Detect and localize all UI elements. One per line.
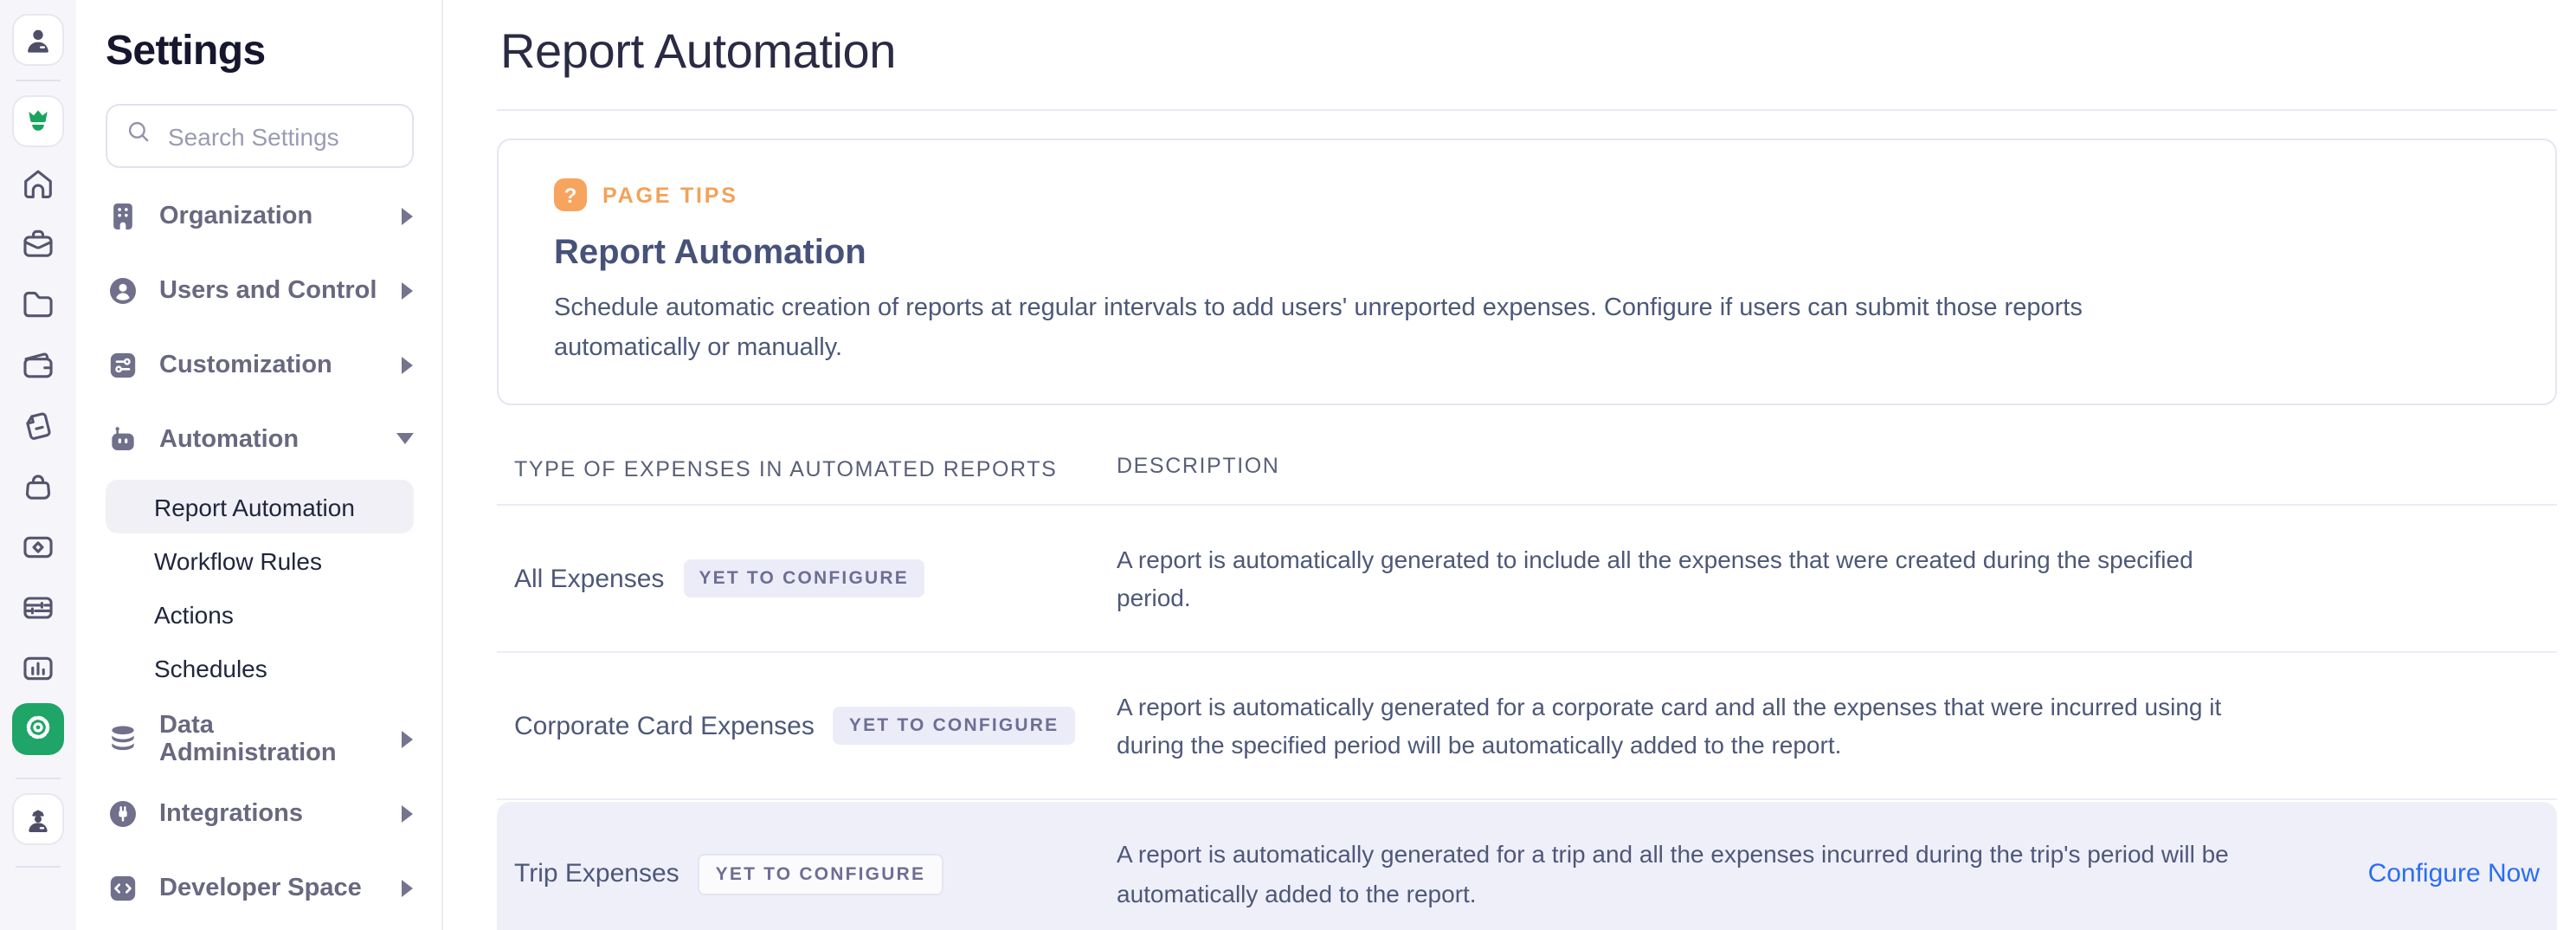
row-description: A report is automatically generated for a corporate card and all the expenses that were incurred using it during the specified period will be automatically added to the report.: [1117, 692, 2222, 759]
sidebar-item-label: Automation: [159, 425, 299, 453]
page-tips-heading: Report Automation: [554, 234, 866, 272]
sidebar-item-integrations[interactable]: [106, 776, 414, 850]
rail-divider: [16, 778, 61, 779]
automation-types-table: [497, 405, 2557, 930]
main-content: [443, 0, 2576, 930]
sidebar-item-customization[interactable]: [106, 327, 414, 402]
sidebar-item-data-administration[interactable]: [106, 701, 414, 776]
chevron-right-icon: [402, 730, 414, 747]
column-header-type: TYPE OF EXPENSES IN AUTOMATED REPORTS: [514, 457, 1058, 481]
sidebar-item-label: Data Administration: [159, 711, 337, 766]
users-icon: [106, 273, 140, 307]
sidebar-item-label: Users and Control: [159, 276, 377, 304]
receipt-icon: [19, 407, 57, 445]
settings-nav: [106, 178, 414, 925]
sidebar-item-actions[interactable]: Actions: [154, 600, 234, 628]
settings-nav-button[interactable]: [12, 703, 64, 755]
sidebar-item-organization[interactable]: [106, 178, 414, 253]
icon-rail: [0, 0, 76, 930]
analytics-nav-button[interactable]: [19, 649, 57, 688]
sidebar-item-label: Organization: [159, 202, 313, 229]
plug-icon: [106, 796, 140, 830]
rail-divider: [16, 80, 61, 81]
page-title: Report Automation: [500, 24, 897, 78]
database-icon: [106, 721, 140, 756]
column-header-description: DESCRIPTION: [1117, 454, 1280, 478]
sidebar-item-label: Integrations: [159, 799, 303, 827]
table-row-trip-expenses[interactable]: [497, 802, 2557, 930]
building-icon: [106, 198, 140, 233]
sidebar-item-label: Customization: [159, 351, 332, 378]
title-divider: [497, 109, 2557, 111]
page-tips-badge: PAGE TIPS: [602, 183, 738, 207]
row-description: A report is automatically generated to include all the expenses that were created during the specified period.: [1117, 545, 2193, 611]
rail-nav: [19, 165, 57, 688]
chevron-right-icon: [402, 281, 414, 299]
chevron-right-icon: [402, 804, 414, 822]
robot-icon: [106, 422, 140, 456]
table-header: [497, 405, 2557, 506]
bag-icon: [19, 468, 57, 506]
sidebar-item-label: Developer Space: [159, 874, 362, 901]
table-row-corporate-card-expenses[interactable]: [497, 653, 2557, 800]
wallet-nav-button[interactable]: [19, 346, 57, 384]
search-input[interactable]: [164, 120, 395, 152]
analytics-icon: [19, 649, 57, 688]
budget-icon: [19, 589, 57, 627]
status-badge: YET TO CONFIGURE: [683, 559, 924, 597]
automation-submenu: [106, 480, 414, 694]
row-title: Trip Expenses: [514, 859, 679, 888]
chevron-right-icon: [402, 879, 414, 896]
settings-sidebar: [76, 0, 443, 930]
card-diamond-icon: [19, 528, 57, 566]
code-icon: [106, 870, 140, 905]
cards-nav-button[interactable]: [19, 528, 57, 566]
configure-now-link[interactable]: Configure Now: [2367, 858, 2540, 888]
admin-icon: [21, 802, 55, 836]
purchases-nav-button[interactable]: [19, 468, 57, 506]
page-tips-description: Schedule automatic creation of reports at regular intervals to add users' unreported expenses. Configure if users can submit those reports automatically or manually.: [554, 294, 2083, 362]
crown-icon: [21, 104, 55, 139]
question-icon: ?: [554, 178, 587, 211]
row-description: A report is automatically generated for a trip and all the expenses incurred during the trip's period will be automatically added to the report.: [1117, 840, 2229, 907]
user-icon: [21, 23, 55, 57]
sliders-icon: [106, 347, 140, 382]
settings-gear-icon: [19, 707, 57, 751]
table-row-all-expenses[interactable]: [497, 506, 2557, 653]
user-account-button[interactable]: [12, 14, 64, 66]
chevron-right-icon: [402, 356, 414, 373]
rail-divider: [16, 866, 61, 868]
advances-nav-button[interactable]: [19, 589, 57, 627]
status-badge: YET TO CONFIGURE: [699, 853, 943, 894]
expenses-nav-button[interactable]: [19, 407, 57, 445]
row-title: All Expenses: [514, 564, 665, 593]
admin-view-button[interactable]: [12, 793, 64, 845]
chevron-down-icon: [396, 433, 414, 445]
sidebar-title: Settings: [106, 28, 266, 74]
sidebar-item-workflow-rules[interactable]: Workflow Rules: [154, 546, 322, 574]
sidebar-item-automation[interactable]: [106, 402, 414, 476]
sidebar-item-developer-space[interactable]: [106, 850, 414, 925]
reports-nav-button[interactable]: [19, 286, 57, 324]
chevron-right-icon: [402, 207, 414, 224]
home-icon: [19, 165, 57, 203]
sidebar-item-report-automation[interactable]: Report Automation: [106, 480, 414, 533]
trips-nav-button[interactable]: [19, 225, 57, 263]
sidebar-item-schedules[interactable]: Schedules: [154, 654, 267, 681]
wallet-icon: [19, 346, 57, 384]
row-title: Corporate Card Expenses: [514, 711, 815, 740]
search-icon: [125, 118, 152, 154]
settings-search: [106, 104, 414, 168]
subscription-button[interactable]: [12, 95, 64, 147]
folder-icon: [19, 286, 57, 324]
home-nav-button[interactable]: [19, 165, 57, 203]
sidebar-item-users-and-control[interactable]: [106, 253, 414, 327]
page-tips-card: [497, 139, 2557, 405]
status-badge: YET TO CONFIGURE: [834, 707, 1075, 745]
briefcase-icon: [19, 225, 57, 263]
